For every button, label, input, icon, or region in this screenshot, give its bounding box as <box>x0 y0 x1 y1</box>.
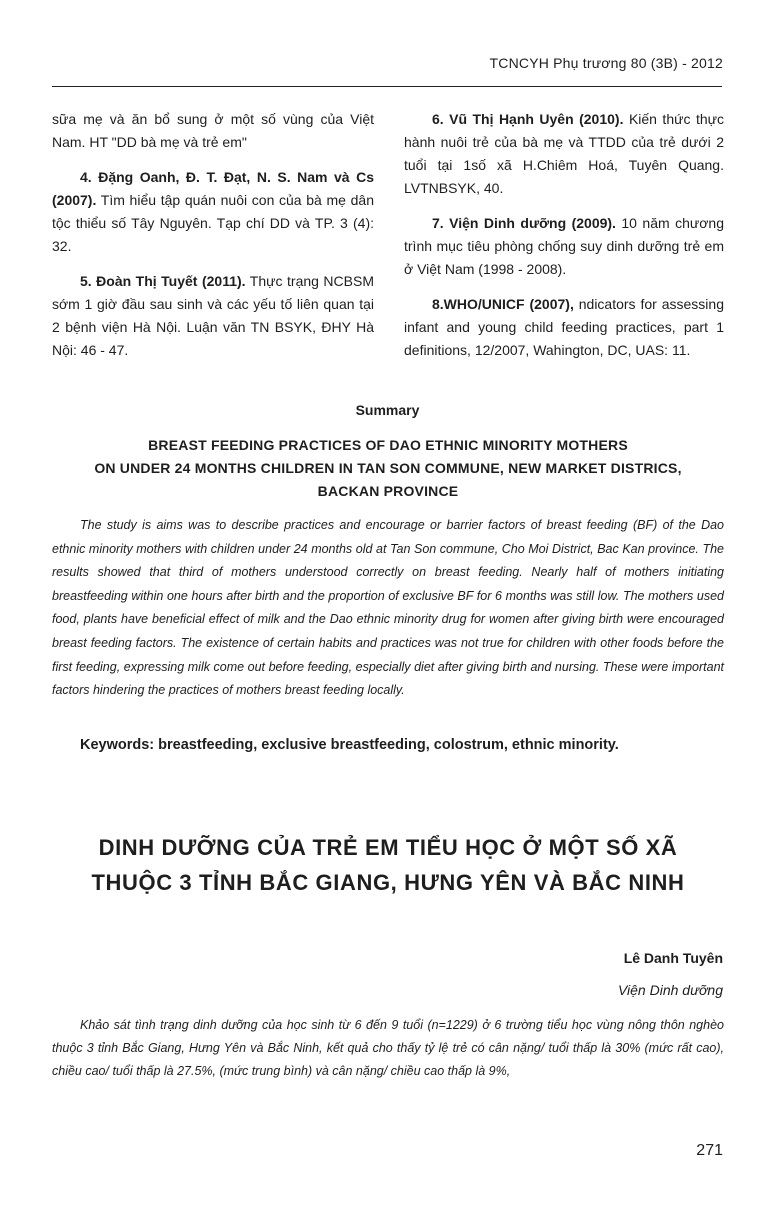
article-abstract: Khảo sát tình trạng dinh dưỡng của học sinh từ 6 đến 9 tuổi (n=1229) ở 6 trường tiểu học vùng nông thôn nghèo thuộc 3 tỉnh Bắc Giang, Hưng Yên và Bắc Ninh, kết quả cho thấy tỷ lệ trẻ có cân nặng/ tuổi thấp là 30% (mức rất cao), chiều cao/ tuổi thấp là 27.5%, (mức trung bình) và cân nặng/ chiều cao thấp là 9%, <box>52 1018 724 1078</box>
summary-label: Summary <box>355 402 420 418</box>
reference-item <box>52 270 374 362</box>
keywords-label: Keywords: <box>80 737 155 753</box>
references-right-column <box>404 108 724 374</box>
reference-item <box>404 212 724 281</box>
reference-item <box>52 166 374 258</box>
reference-head: 5. Đoàn Thị Tuyết (2011). <box>80 273 246 289</box>
reference-item <box>404 293 724 362</box>
reference-text: 10 năm chương trình mục tiêu phòng chống suy dinh dưỡng trẻ em ở Việt Nam (1998 - 2008). <box>404 215 724 277</box>
reference-head: 4. Đặng Oanh, Đ. T. Đạt, N. S. Nam và Cs (2007). <box>52 169 374 208</box>
reference-item: sữa mẹ và ăn bổ sung ở một số vùng của Việt Nam. HT "DD bà mẹ và trẻ em" <box>52 111 374 150</box>
article-title: DINH DƯỠNG CỦA TRẺ EM TIỂU HỌC Ở MỘT SỐ XÃ THUỘC 3 TỈNH BẮC GIANG, HƯNG YÊN VÀ BẮC NINH <box>91 835 685 895</box>
reference-text: Thực trạng NCBSM sớm 1 giờ đầu sau sinh và các yếu tố liên quan tại 2 bệnh viện Hà Nội. Luận văn TN BSYK, ĐHY Hà Nội: 46 - 47. <box>52 273 374 358</box>
reference-item <box>404 108 724 200</box>
keywords-value: breastfeeding, exclusive breastfeeding, colostrum, ethnic minority. <box>158 737 619 753</box>
summary-title: BREAST FEEDING PRACTICES OF DAO ETHNIC MINORITY MOTHERS ON UNDER 24 MONTHS CHILDREN IN TAN SON COMMUNE, NEW MARKET DISTRICS, BACKAN PROVINCE <box>94 437 682 499</box>
reference-head: 7. Viện Dinh dưỡng (2009). <box>432 215 616 231</box>
reference-text: Kiến thức thực hành nuôi trẻ của bà mẹ và TTDD của trẻ dưới 2 tuổi tại 1số xã H.Chiêm Hoá, Tuyên Quang. LVTNBSYK, 40. <box>404 111 724 196</box>
running-header: TCNCYH Phụ trương 80 (3B) - 2012 <box>489 55 723 71</box>
author-affiliation: Viện Dinh dưỡng <box>617 982 723 998</box>
keywords-line <box>80 737 730 753</box>
reference-head: 8.WHO/UNICF (2007), <box>432 296 574 312</box>
page-number: 271 <box>696 1142 723 1159</box>
summary-abstract: The study is aims was to describe practices and encourage or barrier factors of breast feeding (BF) of the Dao ethnic minority mothers with children under 24 months old at Tan Son commune, Cho Moi District, Bac Kan province. The results showed that third of mothers understood correctly on breast feeding. Nearly half of mothers initiating breastfeeding within one hours after birth and the proportion of exclusive BF for 6 months was still low. The mothers used food, plants have beneficial effect of milk and the Dao ethnic minority drug for women after giving birth were encouraged breast feeding factors. The existence of certain habits and practices was not true for children with other foods before the first feeding, expressing milk come out before feeding, especially diet after giving birth and nursing. These were important factors hindering the practices of mothers breast feeding locally. <box>52 518 724 698</box>
reference-head: 6. Vũ Thị Hạnh Uyên (2010). <box>432 111 624 127</box>
header-rule <box>52 86 722 87</box>
references-left-column <box>52 108 374 374</box>
reference-text: ndicators for assessing infant and young child feeding practices, part 1 definitions, 12/2007, Wahington, DC, UAS: 11. <box>404 296 724 358</box>
author-name: Lê Danh Tuyên <box>623 950 723 966</box>
reference-text: Tìm hiểu tập quán nuôi con của bà mẹ dân tộc thiểu số Tây Nguyên. Tạp chí DD và TP. 3 (4): 32. <box>52 192 374 254</box>
